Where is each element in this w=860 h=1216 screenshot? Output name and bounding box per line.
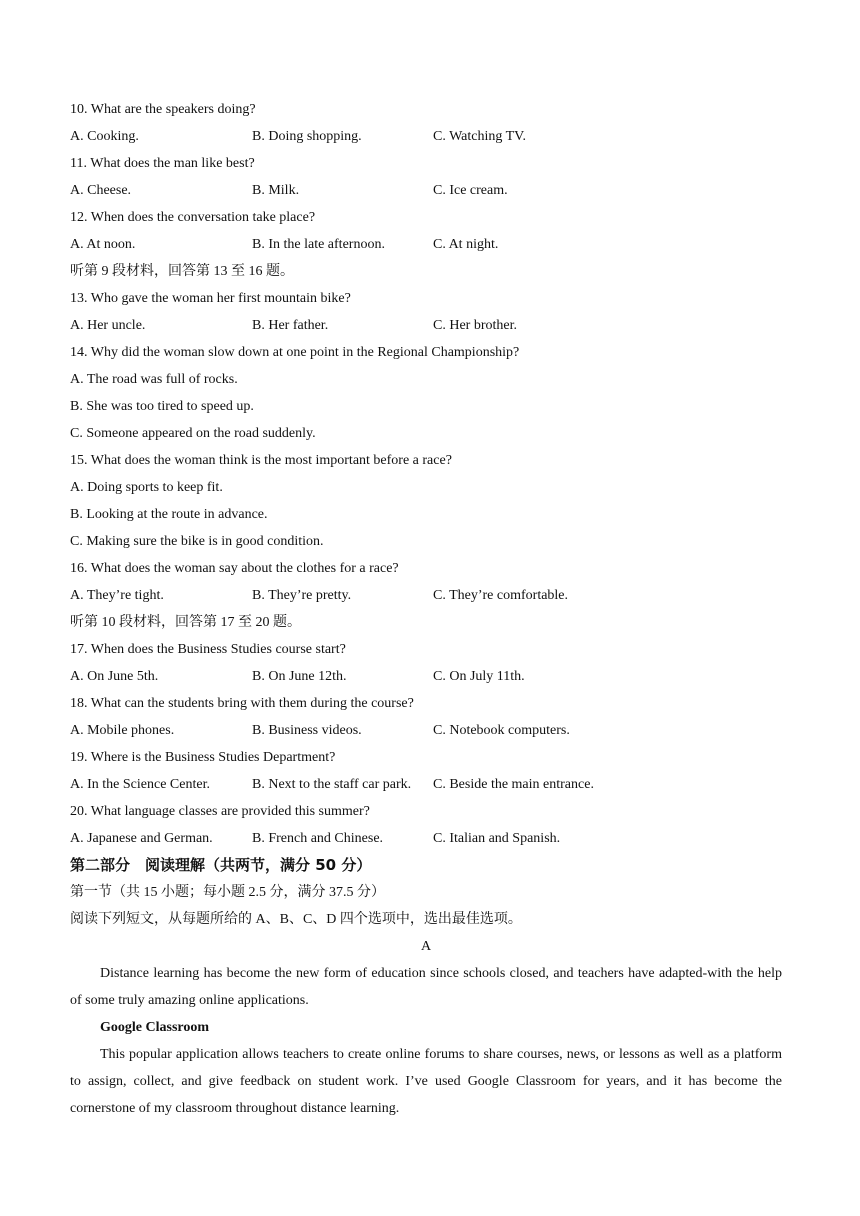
option-b: B. On June 12th. [252,669,347,684]
question-stem: 16. What does the woman say about the clothes for a race? [70,561,399,576]
exam-page [70,96,782,1122]
options-row [70,582,782,609]
options-row [70,771,782,798]
option-c: C. Italian and Spanish. [433,831,561,846]
listening-instruction: 听第 10 段材料，回答第 17 至 20 题。 [70,615,301,630]
option-c: C. Someone appeared on the road suddenly. [70,426,316,441]
option-c: C. Ice cream. [433,183,508,198]
options-row [70,663,782,690]
passage-paragraph: Distance learning has become the new form of education since schools closed, and teachers have adapted-with the help of some truly amazing online applications. [70,966,782,1008]
passage-letter: A [420,939,432,954]
option-c: C. Beside the main entrance. [433,777,594,792]
options-row [70,312,782,339]
option-b: B. They’re pretty. [252,588,352,603]
options-row [70,717,782,744]
options-row [70,123,782,150]
option-a: A. Her uncle. [70,318,146,333]
question-stem: 17. When does the Business Studies course start? [70,642,346,657]
option-a: A. Cooking. [70,129,139,144]
reading-directions: 阅读下列短文，从每题所给的 A、B、C、D 四个选项中，选出最佳选项。 [70,912,522,927]
option-a: A. Japanese and German. [70,831,213,846]
option-a: A. Mobile phones. [70,723,175,738]
question-stem: 14. Why did the woman slow down at one point in the Regional Championship? [70,345,520,360]
option-b: B. French and Chinese. [252,831,384,846]
option-a: A. On June 5th. [70,669,159,684]
option-a: A. They’re tight. [70,588,164,603]
option-b: B. Next to the staff car park. [252,777,412,792]
option-a: A. Doing sports to keep fit. [70,480,223,495]
passage-subheading: Google Classroom [100,1020,210,1035]
option-b: B. Business videos. [252,723,362,738]
question-stem: 10. What are the speakers doing? [70,102,256,117]
question-stem: 15. What does the woman think is the most important before a race? [70,453,452,468]
option-b: B. Doing shopping. [252,129,362,144]
listening-instruction: 听第 9 段材料，回答第 13 至 16 题。 [70,264,294,279]
options-row [70,177,782,204]
option-a: A. In the Science Center. [70,777,210,792]
option-c: C. On July 11th. [433,669,525,684]
question-stem: 20. What language classes are provided this summer? [70,804,370,819]
question-stem: 12. When does the conversation take place? [70,210,316,225]
option-c: C. Her brother. [433,318,517,333]
option-c: C. They’re comfortable. [433,588,569,603]
option-c: C. Watching TV. [433,129,526,144]
question-stem: 19. Where is the Business Studies Department? [70,750,336,765]
option-a: A. At noon. [70,237,136,252]
question-stem: 18. What can the students bring with them during the course? [70,696,414,711]
option-c: C. At night. [433,237,499,252]
passage-paragraph: This popular application allows teachers to create online forums to share courses, news, or lessons as well as a platform to assign, collect, and give feedback on student work. I’ve used Google Classroom for years, and it has become the cornerstone of my classroom throughout distance learning. [70,1047,782,1116]
option-a: A. The road was full of rocks. [70,372,238,387]
option-b: B. She was too tired to speed up. [70,399,254,414]
option-b: B. In the late afternoon. [252,237,385,252]
option-c: C. Notebook computers. [433,723,570,738]
option-b: B. Looking at the route in advance. [70,507,268,522]
option-b: B. Milk. [252,183,300,198]
section-one-heading: 第一节（共 15 小题；每小题 2.5 分，满分 37.5 分） [70,885,385,900]
question-stem: 11. What does the man like best? [70,156,255,171]
options-row [70,825,782,852]
option-b: B. Her father. [252,318,329,333]
option-c: C. Making sure the bike is in good condition. [70,534,324,549]
option-a: A. Cheese. [70,183,132,198]
options-row [70,231,782,258]
question-stem: 13. Who gave the woman her first mountain bike? [70,291,351,306]
part-two-title: 第二部分 阅读理解（共两节，满分 50 分） [70,856,372,874]
